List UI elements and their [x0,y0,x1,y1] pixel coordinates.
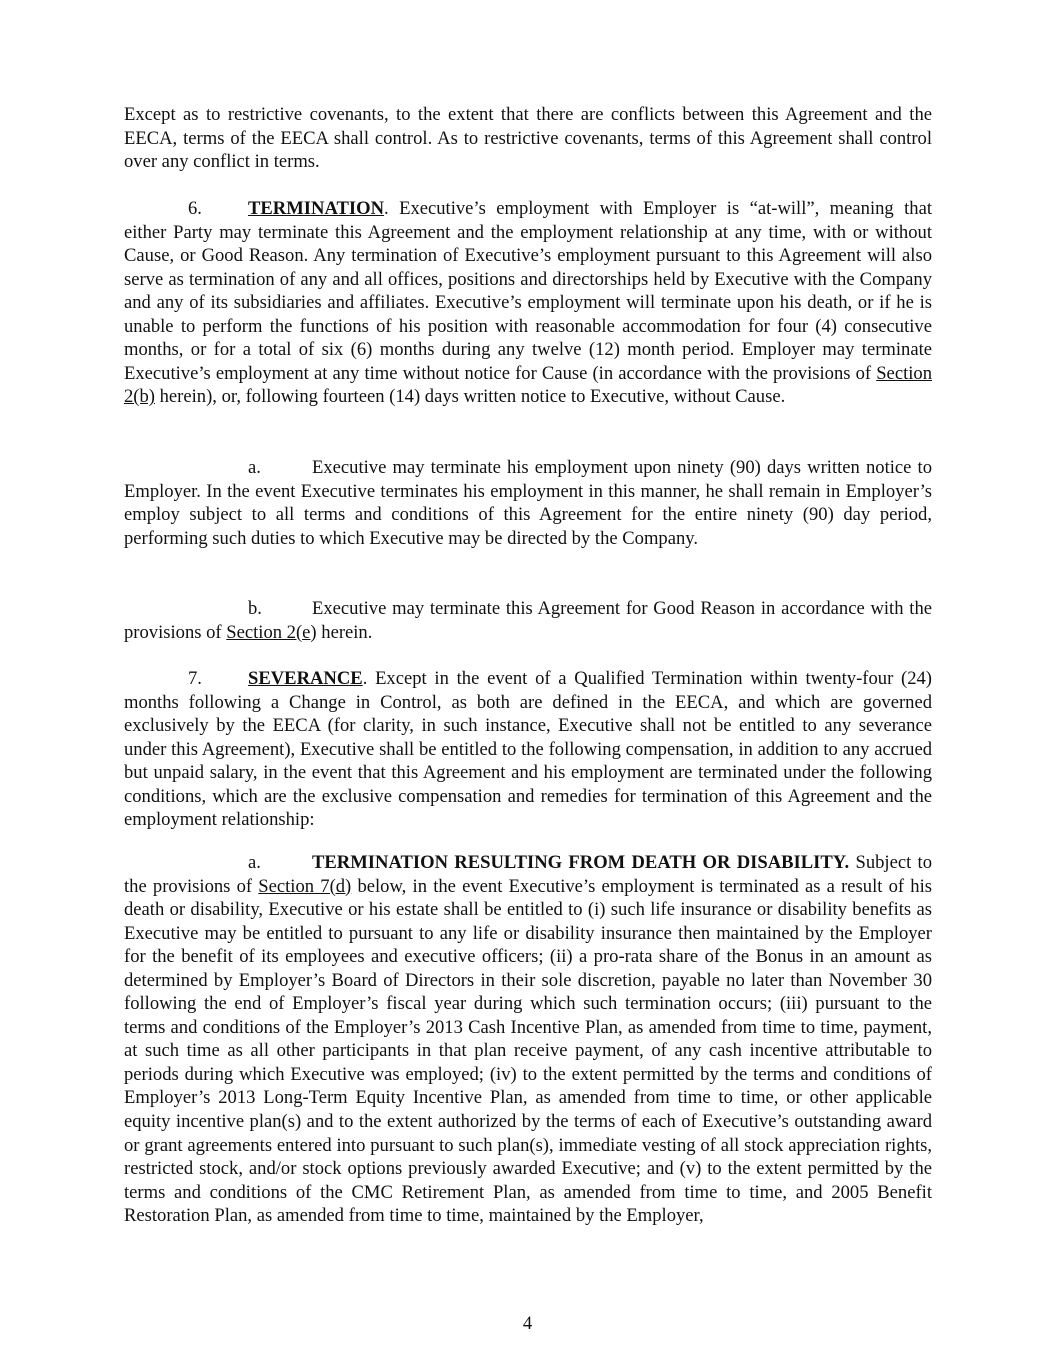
intro-text: Except as to restrictive covenants, to the extent that there are conflicts between this Agreement and the EECA, terms of the EECA shall control. As to restrictive covenants, terms of this Agreement shall control over any conflict in terms. [124,104,932,173]
section-6b-text-2: herein. [316,621,373,643]
section-7d-reference: Section 7(d) [258,875,352,897]
section-7a-text-1: Subject to the provisions of [124,852,933,897]
intro-paragraph [124,103,932,174]
page-number: 4 [522,1313,533,1334]
section-6-number: 6. [188,198,202,219]
section-7-number: 7. [188,668,202,689]
section-7-text: . Except in the event of a Qualified Termination within twenty-four (24) months following a Change in Control, as both are defined in the EECA, and which are governed exclusively by the EECA (for clarity, in such instance, Executive shall not be entitled to any severance under this Agreement), Executive shall be entitled to the following compensation, in addition to any accrued but unpaid salary, in the event that this Agreement and his employment are terminated under the following conditions, which are the exclusive compensation and remedies for termination of this Agreement and the employment relationship: [124,668,932,831]
section-6-paragraph [124,197,932,409]
section-7-heading: SEVERANCE [248,668,363,689]
section-6-text-2: herein), or, following fourteen (14) days written notice to Executive, without Cause. [154,386,786,408]
section-6b-text-1: Executive may terminate this Agreement for Good Reason in accordance with the provisions of [124,598,932,643]
section-7a-text-2: below, in the event Executive’s employment is terminated as a result of his death or disability, Executive or his estate shall be entitled to (i) such life insurance or disability benefits as Executive may be entitled to pursuant to any life or disability insurance then maintained by the Employer for the benefit of its employees and executive officers; (ii) a pro-rata share of the Bonus in an amount as determined by Employer’s Board of Directors in their sole discretion, payable no later than November 30 following the end of Employer’s fiscal year during which such termination occurs; (iii) pursuant to the terms and conditions of the Employer’s 2013 Cash Incentive Plan, as amended from time to time, payment, at such time as all other participants in that plan receive payment, of any cash incentive attributable to periods during which Executive was employed; (iv) to the extent permitted by the terms and conditions of Employer’s 2013 Long-Term Equity Incentive Plan, as amended from time to time, or other applicable equity incentive plan(s) and to the extent authorized by the terms of each of Executive’s outstanding award or grant agreements entered into pursuant to such plan(s), immediate vesting of all stock appreciation rights, restricted stock, and/or stock options previously awarded Executive; and (v) to the extent permitted by the terms and conditions of the CMC Retirement Plan, as amended from time to time, and 2005 Benefit Restoration Plan, as amended from time to time, maintained by the Employer, [124,875,932,1227]
section-6a-label: a. [248,457,261,478]
section-2b-reference: Section 2(b) [124,362,932,408]
section-6b-paragraph [124,597,932,644]
section-7-paragraph [124,667,932,832]
section-6-text-1: . Executive’s employment with Employer is “at-will”, meaning that either Party may terminate this Agreement and the employment relationship at any time, with or without Cause, or Good Reason. Any termination of Executive’s employment pursuant to this Agreement will also serve as termination of any and all offices, positions and directorships held by Executive with the Company and any of its subsidiaries and affiliates. Executive’s employment will terminate upon his death, or if he is unable to perform the functions of his position with reasonable accommodation for four (4) consecutive months, or for a total of six (6) months during any twelve (12) month period. Employer may terminate Executive’s employment at any time without notice for Cause (in accordance with the provisions of [124,198,932,384]
section-6-heading: TERMINATION [248,198,385,219]
section-7a-paragraph [124,851,932,1228]
section-7a-label: a. [248,852,261,873]
section-7a-heading: TERMINATION RESULTING FROM DEATH OR DISABILITY. [312,852,850,873]
section-6a-paragraph [124,456,932,550]
section-6b-label: b. [248,598,262,619]
section-6a-text: Executive may terminate his employment upon ninety (90) days written notice to Employer. In the event Executive terminates his employment in this manner, he shall remain in Employer’s employ subject to all terms and conditions of this Agreement for the entire ninety (90) day period, performing such duties to which Executive may be directed by the Company. [124,457,932,549]
section-2e-reference: Section 2(e) [226,621,317,643]
